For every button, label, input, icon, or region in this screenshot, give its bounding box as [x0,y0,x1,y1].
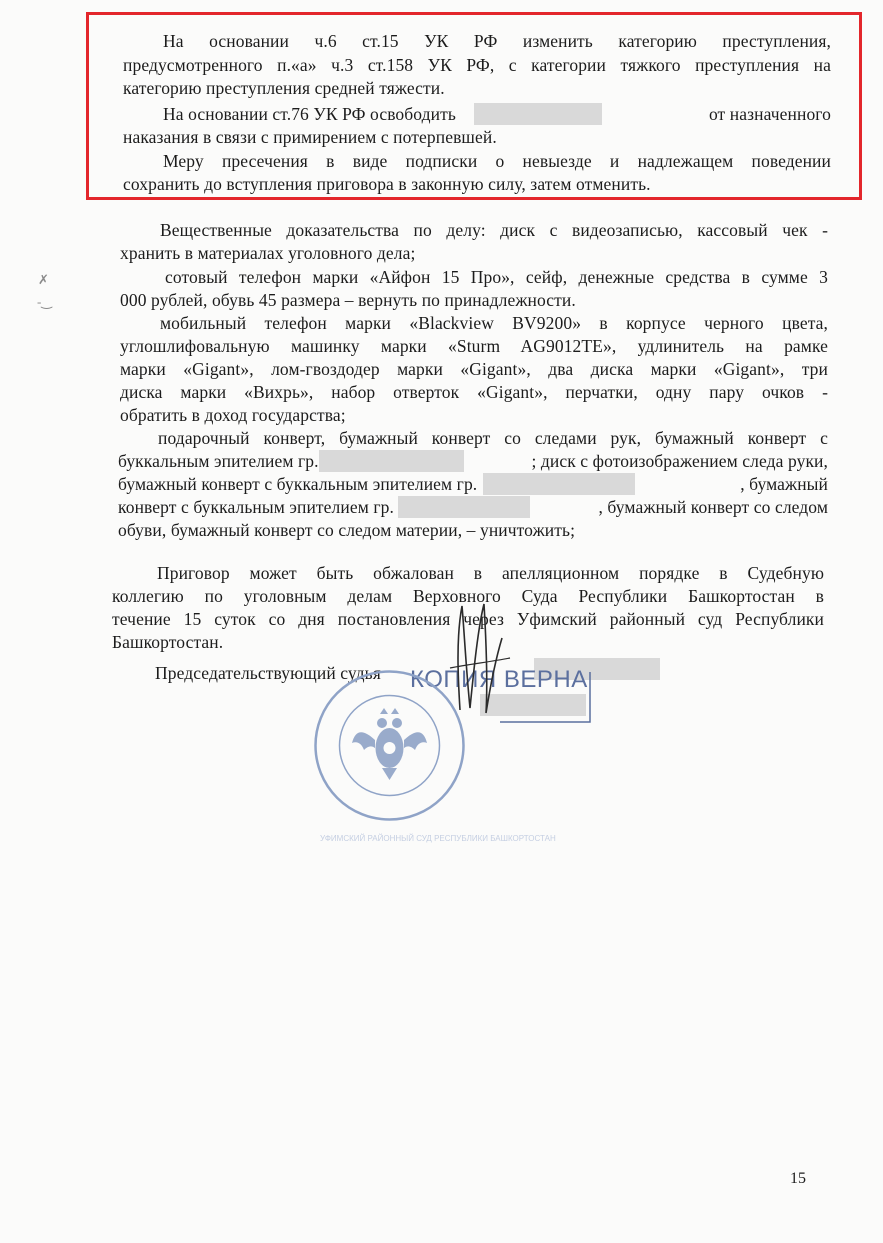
evidence-line-2: хранить в материалах уголовного дела; [120,243,416,263]
redacted-name [319,450,464,472]
evidence-line-7: марки «Gigant», лом-гвоздодер марки «Gigant», два диска марки «Gigant», три [120,359,828,379]
appeal-line-2: коллегию по уголовным делам Верховного Суда Республики Башкортостан в [112,586,824,606]
evidence-line-12-start: бумажный конверт с буккальным эпителием гр. [118,474,478,494]
release-text-end: от назначенного [708,104,831,124]
evidence-line-11-end: ; диск с фотоизображением следа руки, [531,451,828,471]
evidence-line-8: диска марки «Вихрь», набор отверток «Gigant», перчатки, одну пару очков - [120,382,828,402]
appeal-line-3: течение 15 суток со дня постановления через Уфимский районный суд Республики [112,609,824,629]
redacted-name [398,496,530,518]
page-number: 15 [790,1170,806,1187]
redacted-stamp-name [480,694,586,716]
evidence-line-5: мобильный телефон марки «Blackview BV9200» в корпусе черного цвета, [160,313,828,333]
evidence-line-4: 000 рублей, обувь 45 размера – вернуть по принадлежности. [120,290,576,310]
redacted-name [483,473,635,495]
evidence-line-12 [118,473,828,495]
verdict-paragraph-2-line-2: наказания в связи с примирением с потерпевшей. [123,127,497,147]
verdict-paragraph-2-line-1 [163,103,831,125]
release-text: На основании ст.76 УК РФ освободить [163,104,456,124]
redacted-name [474,103,602,125]
evidence-line-11 [118,450,828,472]
evidence-line-6: углошлифовальную машинку марки «Sturm AG9012TE», удлинитель на рамке [120,336,828,356]
verdict-paragraph-3-line-1: Меру пресечения в виде подписки о невыезде и надлежащем поведении [163,151,831,171]
verdict-paragraph-1-line-1: На основании ч.6 ст.15 УК РФ изменить категорию преступления, [163,31,831,51]
evidence-line-13 [118,496,828,518]
verdict-paragraph-1-line-2: предусмотренного п.«а» ч.3 ст.158 УК РФ, с категории тяжкого преступления на [123,55,831,75]
verdict-paragraph-1-line-3: категорию преступления средней тяжести. [123,78,445,98]
evidence-line-13-start: конверт с буккальным эпителием гр. [118,497,394,517]
evidence-line-12-end: , бумажный [740,474,828,494]
copy-certified-text: КОПИЯ ВЕРНА [410,666,588,693]
appeal-line-1: Приговор может быть обжалован в апелляционном порядке в Судебную [157,563,824,583]
evidence-line-9: обратить в доход государства; [120,405,346,425]
evidence-line-10: подарочный конверт, бумажный конверт со следами рук, бумажный конверт с [158,428,828,448]
evidence-line-14: обуви, бумажный конверт со следом материи, – уничтожить; [118,520,576,540]
presiding-judge-label: Председательствующий судья [155,663,381,683]
verdict-paragraph-3-line-2: сохранить до вступления приговора в законную силу, затем отменить. [123,174,651,194]
evidence-line-13-end: , бумажный конверт со следом [598,497,828,517]
evidence-line-3: сотовый телефон марки «Айфон 15 Про», сейф, денежные средства в сумме 3 [165,267,828,287]
margin-mark: ✗ [38,272,49,287]
margin-mark: -‿ [37,294,52,309]
seal-ring-text: УФИМСКИЙ РАЙОННЫЙ СУД РЕСПУБЛИКИ БАШКОРТОСТАН [320,834,556,843]
court-seal [312,668,467,823]
evidence-line-1: Вещественные доказательства по делу: диск с видеозаписью, кассовый чек - [160,220,828,240]
appeal-line-4: Башкортостан. [112,632,224,652]
evidence-line-11-start: буккальным эпителием гр. [118,451,319,471]
